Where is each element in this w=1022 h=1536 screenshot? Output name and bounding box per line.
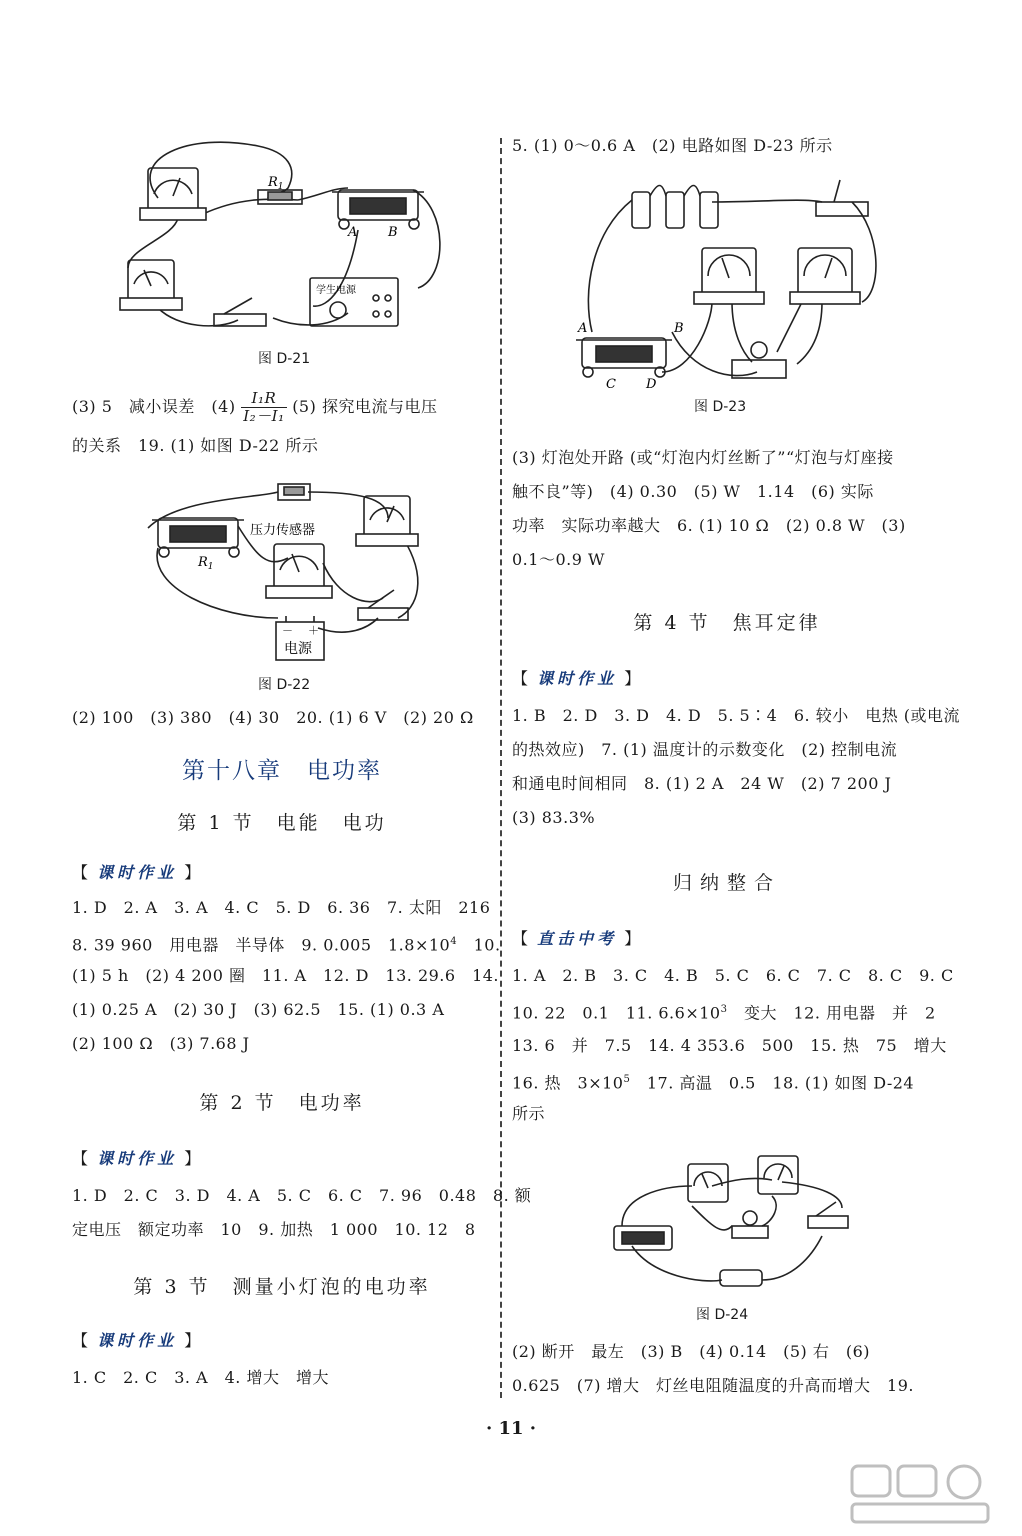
section-4-line-1: 1. B 2. D 3. D 4. D 5. 5∶4 6. 较小 电热 (或电流 (512, 706, 961, 725)
d23-label-a: A (578, 321, 588, 336)
summary-line-5: 所示 (512, 1104, 546, 1123)
page-number: · 11 · (485, 1418, 537, 1439)
answer-line-q5: 5. (1) 0～0.6 A (2) 电路如图 D-23 所示 (512, 136, 833, 155)
figure-d22 (138, 478, 428, 668)
watermark-logo (846, 1462, 996, 1526)
chapter-title: 第十八章 电功率 (182, 758, 382, 784)
section-3-tag: 【 课时作业 】 (72, 1331, 203, 1350)
section-2-title: 第 2 节 电功率 (199, 1092, 365, 1114)
d21-label-supply: 学生电源 (316, 285, 356, 296)
figure-d23 (562, 172, 892, 388)
section-1-line-1: 1. D 2. A 3. A 4. C 5. D 6. 36 7. 太阳 216 (72, 898, 491, 917)
d21-label-r1: $R_1$ (268, 175, 284, 192)
section-2-tag: 【 课时作业 】 (72, 1149, 203, 1168)
q5-line-1: (3) 灯泡处开路 (或“灯泡内灯丝断了”“灯泡与灯座接 (512, 448, 894, 467)
section-4-title: 第 4 节 焦耳定律 (633, 612, 821, 634)
d22-label-plus: ＋ (308, 624, 319, 637)
section-2-line-2: 定电压 额定功率 10 9. 加热 1 000 10. 12 8 (72, 1220, 476, 1239)
section-3-title: 第 3 节 测量小灯泡的电功率 (133, 1276, 431, 1298)
final-line-1: (2) 断开 最左 (3) B (4) 0.14 (5) 右 (6) (512, 1342, 871, 1361)
section-4-line-4: (3) 83.3% (512, 808, 596, 827)
section-3-line-1: 1. C 2. C 3. A 4. 增大 增大 (72, 1368, 329, 1387)
section-1-line-3: (1) 5 h (2) 4 200 圈 11. A 12. D 13. 29.6 14. (72, 966, 500, 985)
section-2-line-1: 1. D 2. C 3. D 4. A 5. C 6. C 7. 96 0.48 8. 额 (72, 1186, 532, 1205)
section-1-title: 第 1 节 电能 电功 (177, 812, 387, 834)
answer-line-q19b: (2) 100 (3) 380 (4) 30 20. (1) 6 V (2) 20 Ω (72, 708, 474, 727)
section-4-line-3: 和通电时间相同 8. (1) 2 A 24 W (2) 7 200 J (512, 774, 892, 793)
right-column (512, 0, 961, 1440)
q5-line-3: 功率 实际功率越大 6. (1) 10 Ω (2) 0.8 W (3) (512, 516, 906, 535)
section-1-tag: 【 课时作业 】 (72, 863, 203, 882)
column-divider (500, 138, 502, 1398)
final-line-2: 0.625 (7) 增大 灯丝电阻随温度的升高而增大 19. (512, 1376, 915, 1395)
summary-line-4: 16. 热 $3\times 10^5$ 17. 高温 0.5 18. (1) 如图 D-24 (512, 1073, 915, 1093)
figure-d22-caption: 图 D-22 (258, 677, 311, 693)
answer-line-q18b: 的关系 19. (1) 如图 D-22 所示 (72, 436, 319, 455)
d23-label-b: B (674, 321, 684, 336)
figure-d21-caption: 图 D-21 (258, 351, 311, 367)
figure-d24-caption: 图 D-24 (696, 1307, 749, 1323)
section-4-line-2: 的热效应) 7. (1) 温度计的示数变化 (2) 控制电流 (512, 740, 898, 759)
figure-d21 (118, 138, 454, 338)
fraction-i1r: $\frac{\text{I₁R}}{\text{I₂－I₁}}$ (243, 389, 285, 425)
d22-label-power: 电源 (284, 641, 312, 657)
q5-line-4: 0.1～0.9 W (512, 550, 605, 569)
q5-line-2: 触不良”等) (4) 0.30 (5) W 1.14 (6) 实际 (512, 482, 874, 501)
figure-d23-caption: 图 D-23 (694, 399, 747, 415)
section-4-tag: 【 课时作业 】 (512, 669, 643, 688)
figure-d24 (602, 1146, 862, 1296)
section-1-line-2: 8. 39 960 用电器 半导体 9. 0.005 $1.8\times 10^4$ 10. (72, 935, 501, 955)
summary-tag: 【 直击中考 】 (512, 929, 643, 948)
summary-line-2: 10. 22 0.1 11. $6.6\times 10^3$ 变大 12. 用电器 并 2 (512, 1003, 936, 1023)
d21-label-b: B (388, 225, 398, 240)
section-1-line-4: (1) 0.25 A (2) 30 J (3) 62.5 15. (1) 0.3 A (72, 1000, 445, 1019)
d22-label-sensor: 压力传感器 (250, 523, 316, 538)
summary-title: 归纳整合 (672, 872, 781, 894)
d23-label-c: C (606, 377, 616, 388)
d23-label-d: D (646, 377, 657, 388)
section-1-line-5: (2) 100 Ω (3) 7.68 J (72, 1034, 250, 1053)
d21-label-a: A (348, 225, 358, 240)
summary-line-1: 1. A 2. B 3. C 4. B 5. C 6. C 7. C 8. C 9. C (512, 966, 954, 985)
d22-label-r1: $R_1$ (198, 555, 214, 572)
left-column (72, 0, 532, 1440)
answer-line-q18a: (3) 5 减小误差 (4) $\frac{\text{I₁R}}{\text{I₂－I₁}}$ (5) 探究电流与电压 (72, 389, 438, 425)
d22-label-minus: － (282, 624, 293, 637)
summary-line-3: 13. 6 并 7.5 14. 4 353.6 500 15. 热 75 增大 (512, 1036, 947, 1055)
